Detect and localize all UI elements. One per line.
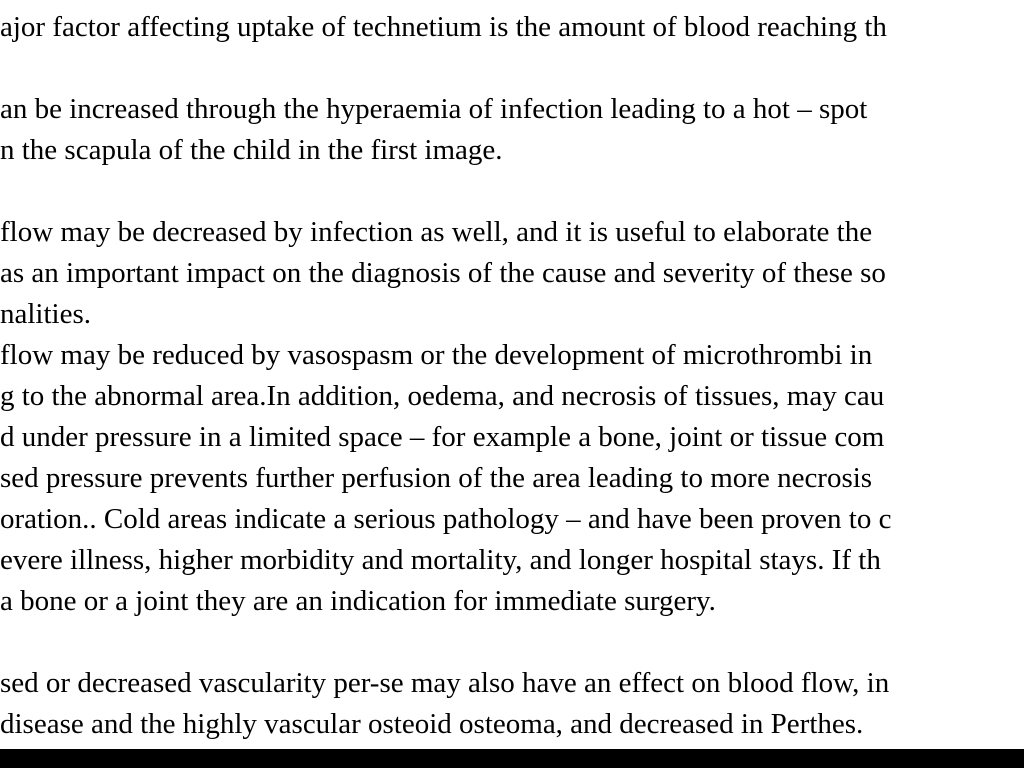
text-line-1: ajor factor affecting uptake of technetium is the amount of blood reaching th bbox=[0, 11, 887, 43]
text-line-3: n the scapula of the child in the first image. bbox=[0, 134, 503, 166]
text-line-6: nalities. bbox=[0, 298, 92, 330]
bottom-black-bar bbox=[0, 749, 1024, 768]
text-line-14: sed or decreased vascularity per-se may also have an effect on blood flow, in bbox=[0, 667, 890, 699]
text-line-12: evere illness, higher morbidity and mortality, and longer hospital stays. If th bbox=[0, 544, 881, 576]
text-line-15: disease and the highly vascular osteoid osteoma, and decreased in Perthes. bbox=[0, 708, 864, 740]
text-line-10: sed pressure prevents further perfusion of the area leading to more necrosis bbox=[0, 462, 873, 494]
text-line-2: an be increased through the hyperaemia of infection leading to a hot – spot bbox=[0, 93, 868, 125]
text-line-7: flow may be reduced by vasospasm or the development of microthrombi in bbox=[0, 339, 873, 371]
text-line-8: g to the abnormal area.In addition, oedema, and necrosis of tissues, may cau bbox=[0, 380, 885, 412]
text-line-11: oration.. Cold areas indicate a serious pathology – and have been proven to c bbox=[0, 503, 892, 535]
text-line-5: as an important impact on the diagnosis of the cause and severity of these so bbox=[0, 257, 886, 289]
text-line-13: a bone or a joint they are an indication for immediate surgery. bbox=[0, 585, 716, 617]
text-line-9: d under pressure in a limited space – for example a bone, joint or tissue com bbox=[0, 421, 885, 453]
text-line-4: flow may be decreased by infection as well, and it is useful to elaborate the bbox=[0, 216, 873, 248]
